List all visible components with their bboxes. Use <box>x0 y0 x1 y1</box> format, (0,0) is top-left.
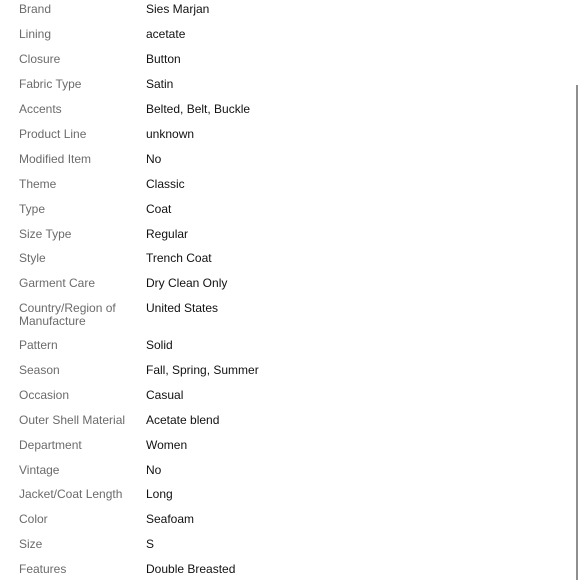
spec-label-lining: Lining <box>19 27 52 41</box>
spec-label-vintage: Vintage <box>19 463 60 477</box>
spec-row-modified-item <box>0 153 573 178</box>
spec-value-occasion: Casual <box>146 388 184 402</box>
spec-label-outer-shell-material: Outer Shell Material <box>19 413 126 427</box>
spec-row-brand <box>0 3 573 28</box>
spec-label-features: Features <box>19 562 67 576</box>
spec-row-country-region-of-manufacture <box>0 302 573 340</box>
spec-row-product-line <box>0 128 573 153</box>
spec-value-accents: Belted, Belt, Buckle <box>146 102 251 116</box>
spec-value-jacket-coat-length: Long <box>146 487 173 501</box>
spec-row-accents <box>0 103 573 128</box>
spec-label-type: Type <box>19 202 46 216</box>
spec-row-lining <box>0 28 573 53</box>
spec-label-country-region-of-manufacture: Country/Region of Manufacture <box>19 301 116 328</box>
spec-label-fabric-type: Fabric Type <box>19 77 82 91</box>
spec-value-fabric-type: Satin <box>146 77 174 91</box>
spec-label-accents: Accents <box>19 102 62 116</box>
spec-row-pattern <box>0 339 573 364</box>
spec-value-department: Women <box>146 438 188 452</box>
spec-row-garment-care <box>0 277 573 302</box>
spec-value-closure: Button <box>146 52 181 66</box>
spec-value-garment-care: Dry Clean Only <box>146 276 228 290</box>
spec-label-season: Season <box>19 363 60 377</box>
spec-row-season <box>0 364 573 389</box>
spec-label-color: Color <box>19 512 48 526</box>
spec-label-brand: Brand <box>19 2 52 16</box>
spec-label-modified-item: Modified Item <box>19 152 92 166</box>
spec-row-jacket-coat-length <box>0 488 573 513</box>
spec-value-outer-shell-material: Acetate blend <box>146 413 220 427</box>
spec-row-features <box>0 563 573 580</box>
spec-value-color: Seafoam <box>146 512 195 526</box>
spec-label-closure: Closure <box>19 52 61 66</box>
spec-row-style <box>0 252 573 277</box>
spec-value-season: Fall, Spring, Summer <box>146 363 259 377</box>
scrollbar-thumb[interactable] <box>576 85 578 580</box>
spec-label-style: Style <box>19 251 46 265</box>
spec-value-country-region-of-manufacture: United States <box>146 301 219 315</box>
spec-row-occasion <box>0 389 573 414</box>
spec-value-lining: acetate <box>146 27 186 41</box>
spec-row-department <box>0 439 573 464</box>
spec-row-theme <box>0 178 573 203</box>
spec-label-department: Department <box>19 438 82 452</box>
spec-row-closure <box>0 53 573 78</box>
spec-label-theme: Theme <box>19 177 57 191</box>
spec-label-garment-care: Garment Care <box>19 276 96 290</box>
spec-row-vintage <box>0 464 573 489</box>
spec-label-pattern: Pattern <box>19 338 58 352</box>
spec-label-size-type: Size Type <box>19 227 72 241</box>
spec-value-theme: Classic <box>146 177 185 191</box>
spec-label-size: Size <box>19 537 43 551</box>
spec-value-style: Trench Coat <box>146 251 212 265</box>
spec-value-pattern: Solid <box>146 338 173 352</box>
spec-value-type: Coat <box>146 202 172 216</box>
spec-row-type <box>0 203 573 228</box>
spec-row-size <box>0 538 573 563</box>
spec-label-jacket-coat-length: Jacket/Coat Length <box>19 487 123 501</box>
spec-value-brand: Sies Marjan <box>146 2 210 16</box>
spec-row-fabric-type <box>0 78 573 103</box>
spec-row-size-type <box>0 228 573 253</box>
spec-value-modified-item: No <box>146 152 162 166</box>
spec-value-vintage: No <box>146 463 162 477</box>
spec-label-occasion: Occasion <box>19 388 70 402</box>
spec-row-outer-shell-material <box>0 414 573 439</box>
spec-label-product-line: Product Line <box>19 127 87 141</box>
spec-value-size-type: Regular <box>146 227 189 241</box>
spec-value-product-line: unknown <box>146 127 195 141</box>
spec-row-color <box>0 513 573 538</box>
spec-value-size: S <box>146 537 155 551</box>
spec-value-features: Double Breasted <box>146 562 236 576</box>
